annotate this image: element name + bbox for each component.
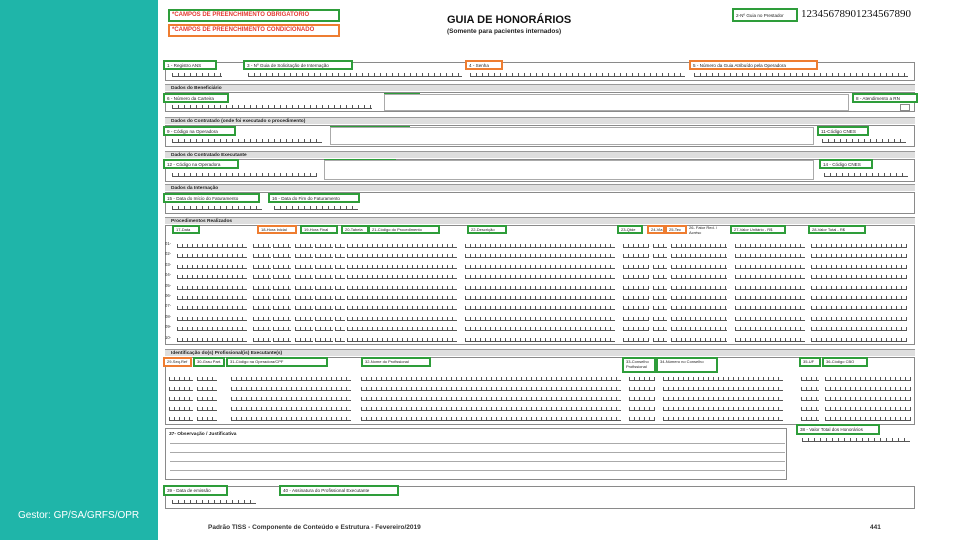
procedure-row-number: 07-	[165, 303, 172, 309]
procedure-cell[interactable]	[315, 244, 333, 248]
field-28-label: 28-Valor Total - R$	[808, 225, 866, 234]
procedure-cell[interactable]	[347, 286, 457, 290]
procedure-cell[interactable]	[671, 338, 685, 342]
procedure-cell[interactable]	[695, 254, 727, 258]
procedure-cell[interactable]	[735, 296, 805, 300]
field-35-label: 35-UF	[799, 357, 821, 367]
professional-cell[interactable]	[361, 417, 621, 421]
procedure-row-number: 01-	[165, 241, 172, 246]
professional-cell[interactable]	[629, 397, 655, 401]
procedure-cell[interactable]	[335, 275, 345, 279]
procedure-cell[interactable]	[685, 265, 695, 269]
procedure-cell[interactable]	[735, 317, 805, 321]
field-8-label: 8 - Atendimento a RN	[852, 93, 918, 103]
professional-cell[interactable]	[825, 417, 911, 421]
procedure-row	[165, 333, 910, 343]
procedure-cell[interactable]	[465, 265, 615, 269]
procedure-cell[interactable]	[253, 254, 271, 258]
procedure-cell[interactable]	[295, 286, 313, 290]
field-6-input[interactable]	[172, 105, 372, 109]
procedure-cell[interactable]	[335, 306, 345, 310]
procedure-cell[interactable]	[671, 317, 685, 321]
procedure-cell[interactable]	[811, 265, 907, 269]
procedure-row-number: 09-	[165, 324, 172, 330]
field-39-label: 39 - Data de emissão	[163, 485, 228, 496]
professional-cell[interactable]	[197, 407, 217, 411]
procedure-cell[interactable]	[315, 275, 333, 279]
field-11-input[interactable]	[822, 139, 906, 143]
field-4-input[interactable]	[470, 73, 685, 77]
field-6-label: 6 - Número da Carteira	[163, 93, 229, 103]
procedure-cell[interactable]	[347, 317, 457, 321]
field-4-label: 4 - Senha	[465, 60, 503, 70]
field-13-input[interactable]	[324, 160, 814, 180]
form-footer: Padrão TISS - Componente de Conteúdo e Estrutura - Fevereiro/2019	[208, 524, 421, 531]
procedure-cell[interactable]	[295, 254, 313, 258]
procedure-cell[interactable]	[253, 317, 271, 321]
procedure-cell[interactable]	[177, 254, 247, 258]
procedure-cell[interactable]	[273, 286, 291, 290]
procedure-cell[interactable]	[653, 306, 667, 310]
procedure-cell[interactable]	[623, 338, 649, 342]
field-23-label: 23-Qtde	[617, 225, 643, 234]
field-39-input[interactable]	[172, 500, 256, 504]
procedure-cell[interactable]	[811, 244, 907, 248]
procedure-cell[interactable]	[295, 338, 313, 342]
procedure-cell[interactable]	[811, 338, 907, 342]
procedure-row	[165, 281, 910, 291]
professional-cell[interactable]	[801, 407, 819, 411]
left-color-band	[0, 0, 158, 540]
field-16-input[interactable]	[274, 206, 358, 210]
procedure-cell[interactable]	[177, 265, 247, 269]
professional-cell[interactable]	[197, 387, 217, 391]
procedure-cell[interactable]	[671, 327, 685, 331]
field-31-label: 31-Código na Operadora/CPF	[226, 357, 328, 367]
section-professionals: Identificação do(s) Profissional(is) Executante(s)	[165, 349, 915, 356]
section-beneficiary: Dados do Beneficiário	[165, 84, 915, 91]
procedure-cell[interactable]	[253, 327, 271, 331]
field-16-label: 16 - Data do Fim do Faturamento	[268, 193, 360, 203]
obs-line-4	[170, 470, 785, 471]
field-38-label: 38 - Valor Total dos Honorários	[796, 424, 880, 435]
field-19-label: 19-Hora Final	[300, 225, 338, 234]
procedure-cell[interactable]	[735, 338, 805, 342]
procedure-cell[interactable]	[735, 275, 805, 279]
procedure-cell[interactable]	[295, 265, 313, 269]
procedure-cell[interactable]	[623, 265, 649, 269]
procedure-cell[interactable]	[653, 296, 667, 300]
field-9-input[interactable]	[172, 139, 322, 143]
procedure-row-number: 06-	[165, 293, 172, 298]
procedure-cell[interactable]	[465, 275, 615, 279]
field-9-label: 9 - Código na Operadora	[163, 126, 236, 136]
procedure-cell[interactable]	[653, 265, 667, 269]
field-37-label: 37- Observação / Justificativa	[169, 432, 237, 437]
procedure-cell[interactable]	[347, 275, 457, 279]
professional-cell[interactable]	[629, 407, 655, 411]
procedure-cell[interactable]	[253, 306, 271, 310]
procedure-cell[interactable]	[273, 244, 291, 248]
field-3-input[interactable]	[248, 73, 462, 77]
procedure-cell[interactable]	[685, 244, 695, 248]
professional-cell[interactable]	[663, 387, 783, 391]
procedure-cell[interactable]	[315, 296, 333, 300]
field-24-label: 24-Via	[647, 225, 665, 234]
professional-cell[interactable]	[801, 417, 819, 421]
procedure-cell[interactable]	[253, 338, 271, 342]
procedure-cell[interactable]	[347, 327, 457, 331]
procedure-cell[interactable]	[253, 275, 271, 279]
procedure-cell[interactable]	[177, 338, 247, 342]
professional-cell[interactable]	[197, 417, 217, 421]
form-title: GUIA DE HONORÁRIOS	[447, 14, 572, 26]
procedure-cell[interactable]	[685, 275, 695, 279]
procedure-cell[interactable]	[273, 338, 291, 342]
professional-cell[interactable]	[231, 397, 351, 401]
procedure-cell[interactable]	[465, 338, 615, 342]
procedure-cell[interactable]	[695, 338, 727, 342]
procedure-cell[interactable]	[811, 296, 907, 300]
procedure-cell[interactable]	[653, 286, 667, 290]
procedure-row	[165, 239, 910, 249]
professional-cell[interactable]	[361, 377, 621, 381]
field-38-input[interactable]	[802, 438, 910, 442]
field-8-input[interactable]	[900, 104, 910, 111]
professional-row	[165, 382, 910, 392]
section-executing: Dados do Contratado Executante	[165, 151, 915, 158]
procedure-cell[interactable]	[685, 338, 695, 342]
field-37-input[interactable]	[165, 428, 787, 480]
procedure-cell[interactable]	[623, 275, 649, 279]
procedure-row	[165, 270, 910, 280]
procedure-cell[interactable]	[685, 306, 695, 310]
procedure-cell[interactable]	[465, 306, 615, 310]
procedure-cell[interactable]	[811, 254, 907, 258]
field-25-label: 25-Tec	[665, 225, 687, 234]
procedure-cell[interactable]	[253, 296, 271, 300]
procedure-row	[165, 291, 910, 301]
field-18-label: 18-Hora Inicial	[257, 225, 297, 234]
procedure-cell[interactable]	[695, 317, 727, 321]
procedure-row-number: 10-	[165, 334, 172, 340]
procedure-cell[interactable]	[623, 327, 649, 331]
form-subtitle: (Somente para pacientes internados)	[447, 28, 562, 35]
professional-cell[interactable]	[825, 407, 911, 411]
obs-line-2	[170, 452, 785, 453]
procedure-cell[interactable]	[177, 244, 247, 248]
field-11-label: 11-Código CNES	[817, 126, 869, 136]
procedure-cell[interactable]	[653, 254, 667, 258]
procedure-cell[interactable]	[335, 244, 345, 248]
procedure-cell[interactable]	[335, 338, 345, 342]
procedure-cell[interactable]	[671, 286, 685, 290]
procedure-cell[interactable]	[273, 327, 291, 331]
section-internment: Dados da Internação	[165, 184, 915, 191]
procedure-row-number: 03-	[165, 261, 172, 267]
procedure-row	[165, 260, 910, 270]
professional-cell[interactable]	[629, 417, 655, 421]
field-21-label: 21-Código do Procedimento	[368, 225, 440, 234]
procedure-cell[interactable]	[315, 306, 333, 310]
procedure-cell[interactable]	[273, 317, 291, 321]
professional-cell[interactable]	[231, 407, 351, 411]
procedure-cell[interactable]	[315, 265, 333, 269]
procedure-cell[interactable]	[735, 306, 805, 310]
procedure-cell[interactable]	[295, 244, 313, 248]
procedure-cell[interactable]	[465, 317, 615, 321]
field-14-input[interactable]	[824, 173, 908, 177]
procedure-cell[interactable]	[273, 254, 291, 258]
procedure-cell[interactable]	[653, 338, 667, 342]
professional-row	[165, 392, 910, 402]
procedure-cell[interactable]	[623, 296, 649, 300]
professional-cell[interactable]	[801, 387, 819, 391]
procedure-cell[interactable]	[623, 286, 649, 290]
procedure-row-number: 04-	[165, 272, 172, 278]
procedure-cell[interactable]	[735, 265, 805, 269]
procedure-cell[interactable]	[685, 286, 695, 290]
professional-cell[interactable]	[231, 387, 351, 391]
field-14-label: 14 - Código CNES	[819, 159, 873, 169]
procedure-cell[interactable]	[465, 286, 615, 290]
procedure-row-number: 05-	[165, 282, 172, 288]
procedure-cell[interactable]	[653, 275, 667, 279]
field-12-label: 12 - Código na Operadora	[163, 159, 239, 169]
field-30-label: 30-Grau Part.	[193, 357, 225, 367]
professional-cell[interactable]	[231, 417, 351, 421]
procedure-cell[interactable]	[735, 286, 805, 290]
procedure-cell[interactable]	[695, 306, 727, 310]
obs-line-1	[170, 443, 785, 444]
field-5-label: 5 - Número da Guia Atribuído pela Operadora	[689, 60, 818, 70]
procedure-cell[interactable]	[695, 244, 727, 248]
procedure-cell[interactable]	[735, 327, 805, 331]
field-33-label: 33-Conselho Profissional	[622, 357, 656, 373]
procedure-cell[interactable]	[811, 306, 907, 310]
procedure-cell[interactable]	[273, 306, 291, 310]
procedure-cell[interactable]	[315, 254, 333, 258]
field-15-label: 15 - Data do Início do Faturamento	[163, 193, 260, 203]
procedure-row	[165, 322, 910, 332]
procedure-cell[interactable]	[623, 244, 649, 248]
procedure-cell[interactable]	[811, 286, 907, 290]
guide-number-value: 12345678901234567890	[801, 8, 911, 20]
procedure-cell[interactable]	[695, 265, 727, 269]
procedure-row	[165, 312, 910, 322]
procedure-cell[interactable]	[671, 306, 685, 310]
procedure-cell[interactable]	[347, 338, 457, 342]
procedure-cell[interactable]	[653, 327, 667, 331]
procedure-cell[interactable]	[177, 317, 247, 321]
professional-cell[interactable]	[663, 397, 783, 401]
procedure-cell[interactable]	[811, 317, 907, 321]
field-36-label: 36-Código CBO	[822, 357, 868, 367]
professional-cell[interactable]	[231, 377, 351, 381]
field-29-label: 29-Seq.Ref	[163, 357, 192, 367]
procedure-cell[interactable]	[253, 265, 271, 269]
field-17-label: 17-Data	[172, 225, 200, 234]
procedure-cell[interactable]	[347, 244, 457, 248]
procedure-cell[interactable]	[335, 296, 345, 300]
procedure-cell[interactable]	[315, 317, 333, 321]
procedure-cell[interactable]	[811, 275, 907, 279]
procedure-cell[interactable]	[177, 327, 247, 331]
field-27-label: 27-Valor Unitário - R$	[730, 225, 786, 234]
procedure-cell[interactable]	[295, 275, 313, 279]
professional-cell[interactable]	[169, 397, 193, 401]
procedure-cell[interactable]	[465, 327, 615, 331]
section-contracted: Dados do Contratado (onde foi executado o procedimento)	[165, 117, 915, 124]
field-7-input[interactable]	[384, 94, 849, 111]
procedure-cell[interactable]	[295, 306, 313, 310]
field-1-label: 1 - Registro ANS	[163, 60, 217, 70]
professional-cell[interactable]	[825, 377, 911, 381]
procedure-cell[interactable]	[695, 286, 727, 290]
procedure-cell[interactable]	[685, 317, 695, 321]
procedure-cell[interactable]	[347, 254, 457, 258]
procedure-cell[interactable]	[465, 254, 615, 258]
procedure-cell[interactable]	[177, 296, 247, 300]
professional-cell[interactable]	[629, 387, 655, 391]
procedure-row	[165, 249, 910, 259]
professional-cell[interactable]	[663, 377, 783, 381]
procedure-cell[interactable]	[653, 244, 667, 248]
procedure-row-number: 08-	[165, 313, 172, 319]
procedure-cell[interactable]	[335, 265, 345, 269]
professional-row	[165, 412, 910, 422]
field-5-input[interactable]	[694, 73, 908, 77]
procedure-cell[interactable]	[273, 265, 291, 269]
procedure-cell[interactable]	[177, 286, 247, 290]
procedure-cell[interactable]	[295, 327, 313, 331]
procedure-cell[interactable]	[685, 254, 695, 258]
field-12-input[interactable]	[172, 173, 317, 177]
procedure-cell[interactable]	[335, 254, 345, 258]
procedure-cell[interactable]	[465, 244, 615, 248]
gestor-caption: Gestor: GP/SA/GRFS/OPR	[18, 510, 140, 521]
procedure-cell[interactable]	[253, 244, 271, 248]
professional-cell[interactable]	[825, 387, 911, 391]
professional-cell[interactable]	[825, 397, 911, 401]
professional-cell[interactable]	[361, 387, 621, 391]
procedure-cell[interactable]	[295, 296, 313, 300]
professional-cell[interactable]	[197, 397, 217, 401]
field-40-label: 40 - Assinatura do Profissional Executante	[279, 485, 399, 496]
procedure-cell[interactable]	[315, 327, 333, 331]
procedure-cell[interactable]	[671, 265, 685, 269]
procedure-cell[interactable]	[347, 265, 457, 269]
professional-row	[165, 402, 910, 412]
page-number: 441	[870, 524, 881, 531]
field-1-input[interactable]	[172, 73, 222, 77]
procedure-cell[interactable]	[315, 338, 333, 342]
field-22-label: 22-Descrição	[467, 225, 507, 234]
procedure-cell[interactable]	[315, 286, 333, 290]
field-2-label: 2-Nº Guia no Prestador	[732, 8, 798, 22]
procedure-row-number: 02-	[165, 251, 172, 257]
procedure-cell[interactable]	[671, 275, 685, 279]
procedure-cell[interactable]	[295, 317, 313, 321]
field-3-label: 3 - Nº Guia de Solicitação de Internação	[243, 60, 353, 70]
procedure-cell[interactable]	[623, 317, 649, 321]
field-26-label: 26- Fator Red. / Acrésc	[689, 225, 718, 235]
procedure-row	[165, 301, 910, 311]
legend-obligatory: *CAMPOS DE PREENCHIMENTO OBRIGATÓRIO	[168, 9, 340, 22]
procedure-cell[interactable]	[177, 275, 247, 279]
procedure-cell[interactable]	[335, 327, 345, 331]
obs-line-3	[170, 461, 785, 462]
legend-conditional: *CAMPOS DE PREENCHIMENTO CONDICIONADO	[168, 24, 340, 37]
professional-cell[interactable]	[169, 377, 193, 381]
procedure-cell[interactable]	[273, 296, 291, 300]
procedure-cell[interactable]	[347, 296, 457, 300]
procedure-cell[interactable]	[811, 327, 907, 331]
professional-cell[interactable]	[361, 407, 621, 411]
field-40-input[interactable]	[284, 497, 784, 508]
procedure-cell[interactable]	[695, 327, 727, 331]
professional-cell[interactable]	[169, 387, 193, 391]
procedure-cell[interactable]	[335, 317, 345, 321]
field-15-input[interactable]	[172, 206, 262, 210]
professional-cell[interactable]	[663, 417, 783, 421]
procedure-cell[interactable]	[623, 254, 649, 258]
field-10-input[interactable]	[330, 127, 814, 145]
procedure-cell[interactable]	[671, 254, 685, 258]
procedure-cell[interactable]	[177, 306, 247, 310]
procedure-cell[interactable]	[685, 296, 695, 300]
procedure-cell[interactable]	[695, 296, 727, 300]
procedure-cell[interactable]	[253, 286, 271, 290]
professional-cell[interactable]	[801, 377, 819, 381]
professional-cell[interactable]	[197, 377, 217, 381]
field-34-label: 34-Número no Conselho	[656, 357, 718, 373]
procedure-cell[interactable]	[273, 275, 291, 279]
procedure-cell[interactable]	[347, 306, 457, 310]
section-procedures: Procedimentos Realizados	[165, 217, 915, 224]
procedure-cell[interactable]	[465, 296, 615, 300]
procedure-cell[interactable]	[735, 244, 805, 248]
professional-row	[165, 372, 910, 382]
professional-cell[interactable]	[663, 407, 783, 411]
procedure-cell[interactable]	[685, 327, 695, 331]
professional-cell[interactable]	[361, 397, 621, 401]
field-20-label: 20-Tabela	[341, 225, 369, 234]
procedure-cell[interactable]	[623, 306, 649, 310]
procedure-cell[interactable]	[671, 296, 685, 300]
professional-cell[interactable]	[629, 377, 655, 381]
professional-cell[interactable]	[801, 397, 819, 401]
procedure-cell[interactable]	[735, 254, 805, 258]
form-page	[160, 0, 920, 540]
procedure-cell[interactable]	[335, 286, 345, 290]
professional-cell[interactable]	[169, 417, 193, 421]
professional-cell[interactable]	[169, 407, 193, 411]
procedure-cell[interactable]	[671, 244, 685, 248]
procedure-cell[interactable]	[653, 317, 667, 321]
field-32-label: 32-Nome do Profissional	[361, 357, 431, 367]
procedure-cell[interactable]	[695, 275, 727, 279]
